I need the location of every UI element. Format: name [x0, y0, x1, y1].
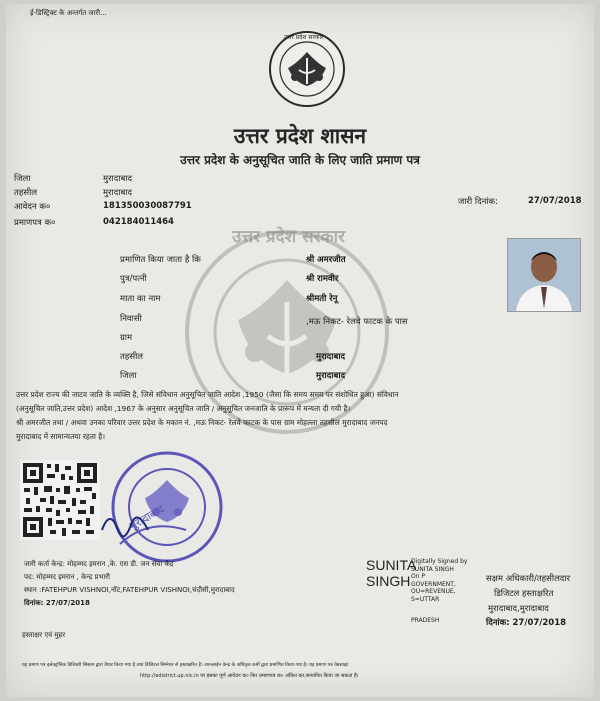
paragraph-line: मुरादाबाद में सामान्यतया रहता है।: [16, 432, 105, 441]
field-label-tehsil: तहसील: [14, 188, 38, 198]
digital-sign-line: On P: [411, 573, 426, 581]
watermark-emblem-icon: [180, 212, 395, 452]
issue-date-value: 27/07/2018: [528, 196, 582, 206]
applicant-photo: [507, 238, 581, 312]
detail-value-mother: श्रीमती रेनू: [306, 294, 338, 304]
field-value-tehsil: मुरादाबाद: [103, 188, 133, 198]
detail-label-village: ग्राम: [120, 333, 133, 343]
footer-line: यह प्रमाण पत्र इलेक्ट्रॉनिक डिलिवरी सिस्टम द्वारा तैयार किया गया है तथा डिजिटल सिग्नेचर से हस्ताक्षरित है। आनलाईन केन्द्र के अधिकृत कर्मी द्वारा प्रमाणित किया गया है। यह प्रमाण पत्र वेबसाइट: [22, 663, 349, 668]
detail-label-father: पुत्र/पत्नी: [120, 274, 147, 284]
digital-sign-line: S=UTTAR: [411, 595, 440, 603]
field-label-certificate-no: प्रमाणपत्र क०: [14, 218, 56, 228]
detail-label-tehsil: तहसील: [120, 352, 144, 362]
field-value-certificate-no: 042184011464: [103, 217, 174, 227]
paragraph-line: (अनुसूचित जाति,उत्तर प्रदेश) आदेश ,1967 के अनुसार अनुसूचित जाति / अनुसूचित जनजाति के प्रारूप में मन्यता दी गयी है।: [16, 404, 351, 413]
stamp-text: मुरादाबाद: [127, 502, 167, 533]
paragraph-line: श्री अमरजीत तथा / अथवा उनका परिवार उत्तर प्रदेश के मकान नं. ,मऊ निकट- रेलवे फाटक के पास ग्राम मोहल्ला तहसील मुरादाबाद जनपद: [16, 418, 388, 427]
page-subtitle: उत्तर प्रदेश के अनुसूचित जाति के लिए जाति प्रमाण पत्र: [180, 153, 420, 167]
signer-name-line2: SINGH: [366, 573, 411, 589]
issuer-date: दिनांक: 27/07/2018: [24, 599, 90, 607]
detail-label-residence: निवासी: [120, 314, 142, 324]
paragraph-line: उत्तर प्रदेश राज्य की जाटव जाति के व्यक्ति है, जिसे संविधान अनुसूचित जाति आदेश ,1950 (जैसा कि समय समय पर संशोधित हुआ) संविधान: [16, 390, 399, 399]
detail-value-residence: ,मऊ निकट- रेलवे फाटक के पास: [306, 317, 408, 327]
officer-digital: डिजिटल हस्ताक्षरित: [494, 589, 554, 599]
detail-value-father: श्री रामवीर: [306, 274, 339, 284]
detail-value-name: श्री अमरजीत: [306, 255, 346, 265]
officer-date: दिनांक: 27/07/2018: [486, 618, 567, 628]
issuer-place: स्थान :FATEHPUR VISHNOI,नॉट,FATEHPUR VISHNOI,चंदौसी,मुरादाबाद: [24, 586, 235, 594]
detail-value-tehsil: मुरादाबाद: [316, 352, 346, 362]
digital-sign-line: SUNITA SINGH: [411, 565, 454, 573]
digital-sign-line: GOVERNMENT,: [411, 580, 456, 588]
officer-title: सक्षम अधिकारी/तहसीलदार: [486, 574, 571, 584]
digital-sign-line: PRADESH: [411, 617, 440, 624]
field-value-application-no: 181350030087791: [103, 201, 192, 211]
issue-date-label: जारी दिनांक:: [458, 197, 498, 207]
handwritten-signature-icon: [96, 500, 156, 550]
detail-value-district: मुरादाबाद: [316, 371, 346, 381]
detail-label-certified: प्रमाणित किया जाता है कि: [120, 255, 201, 265]
watermark-text: उत्तर प्रदेश सरकार: [232, 227, 345, 247]
emblem-text: उत्तर प्रदेश सरकार: [284, 34, 324, 41]
sign-seal-label: हस्ताक्षर एवं मुहर: [22, 631, 66, 639]
issuer-center: जारी कर्ता केन्द्र: मोहम्मद इमरान ,के. एस डी. जन सेवा केंद्र: [24, 560, 174, 568]
up-emblem-icon: [268, 30, 346, 108]
applicant-photo-icon: [508, 239, 580, 311]
qr-code: [20, 460, 100, 540]
digital-sign-line: OU=REVENUE,: [411, 588, 456, 596]
digital-sign-text: [411, 558, 467, 604]
page-title: उत्तर प्रदेश शासन: [233, 123, 367, 148]
signer-name-line1: SUNITA: [366, 557, 417, 573]
officer-location: मुरादाबाद,मुरादाबाद: [488, 604, 549, 614]
header-note: ई-डिस्ट्रिक्ट के अन्तर्गत जारी...: [30, 9, 107, 17]
field-label-district: जिला: [14, 174, 31, 184]
digital-sign-line: Digitally Signed by: [411, 558, 468, 565]
field-value-district: मुरादाबाद: [103, 174, 133, 184]
detail-label-mother: माता का नाम: [120, 294, 161, 304]
footer-line: http://edistrict.up.nic.in पर इसका पूर्ण आवेदन क० फिर प्रमाणपत्र क० अंकित कर,सत्यापित किया जा सकता है।: [140, 673, 359, 679]
field-label-application-no: आवेदन क०: [14, 202, 51, 212]
detail-label-district: जिला: [120, 371, 137, 381]
issuer-post: पद: मोहम्मद इमरान , केन्द्र प्रभारी: [24, 573, 110, 581]
